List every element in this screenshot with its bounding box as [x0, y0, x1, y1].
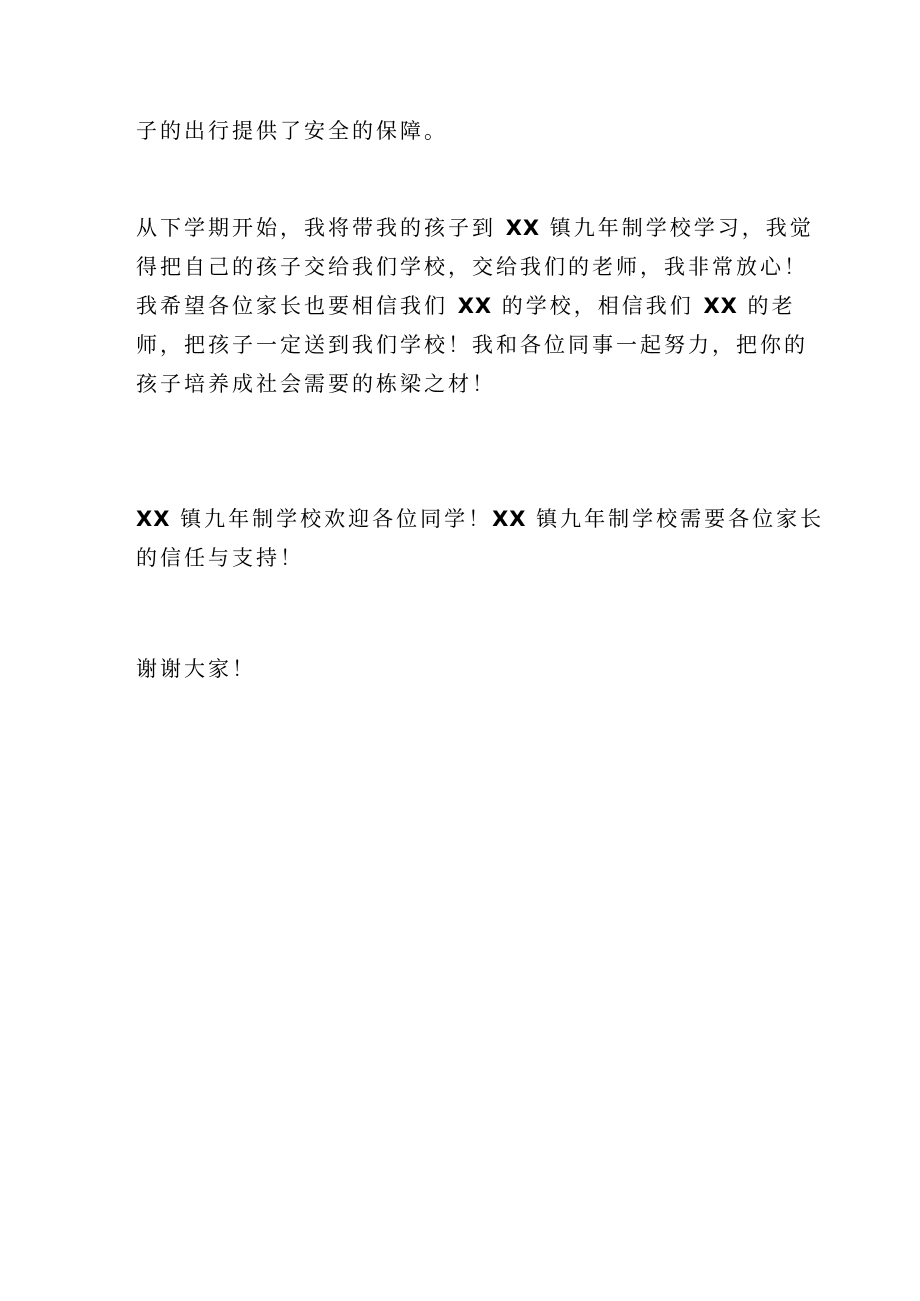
text-line: 子的出行提供了安全的保障。: [136, 119, 448, 143]
paragraph-welcome: [136, 500, 825, 578]
text-line: 师，把孩子一定送到我们学校！我和各位同事一起努力，把你的: [136, 333, 808, 357]
text-line: [136, 500, 825, 539]
text-run: 我希望各位家长也要相信我们: [136, 294, 458, 318]
text-run: 从下学期开始，我将带我的孩子到: [136, 216, 506, 240]
school-name-placeholder: XX: [136, 507, 171, 531]
text-line: 谢谢大家！: [136, 657, 256, 681]
paragraph-safety: [136, 112, 796, 151]
paragraph-thanks: [136, 650, 796, 689]
text-run: 镇九年制学校欢迎各位同学！: [170, 507, 493, 531]
text-line: 孩子培养成社会需要的栋梁之材！: [136, 372, 496, 396]
school-name-placeholder: XX: [457, 294, 493, 318]
text-run: 镇九年制学校需要各位家长: [526, 507, 825, 531]
school-name-placeholder: XX: [505, 216, 541, 240]
text-line: 得把自己的孩子交给我们学校，交给我们的老师，我非常放心！: [136, 255, 808, 279]
school-name-placeholder: XX: [703, 294, 738, 318]
text-run: 镇九年制学校学习，我觉: [540, 216, 814, 240]
text-line: [136, 287, 796, 326]
text-run: 的老: [737, 294, 796, 318]
paragraph-enrollment: [136, 209, 814, 404]
text-run: 的学校，相信我们: [492, 294, 704, 318]
text-line: [136, 209, 814, 248]
school-name-placeholder: XX: [492, 507, 527, 531]
text-line: 的信任与支持！: [136, 546, 304, 570]
